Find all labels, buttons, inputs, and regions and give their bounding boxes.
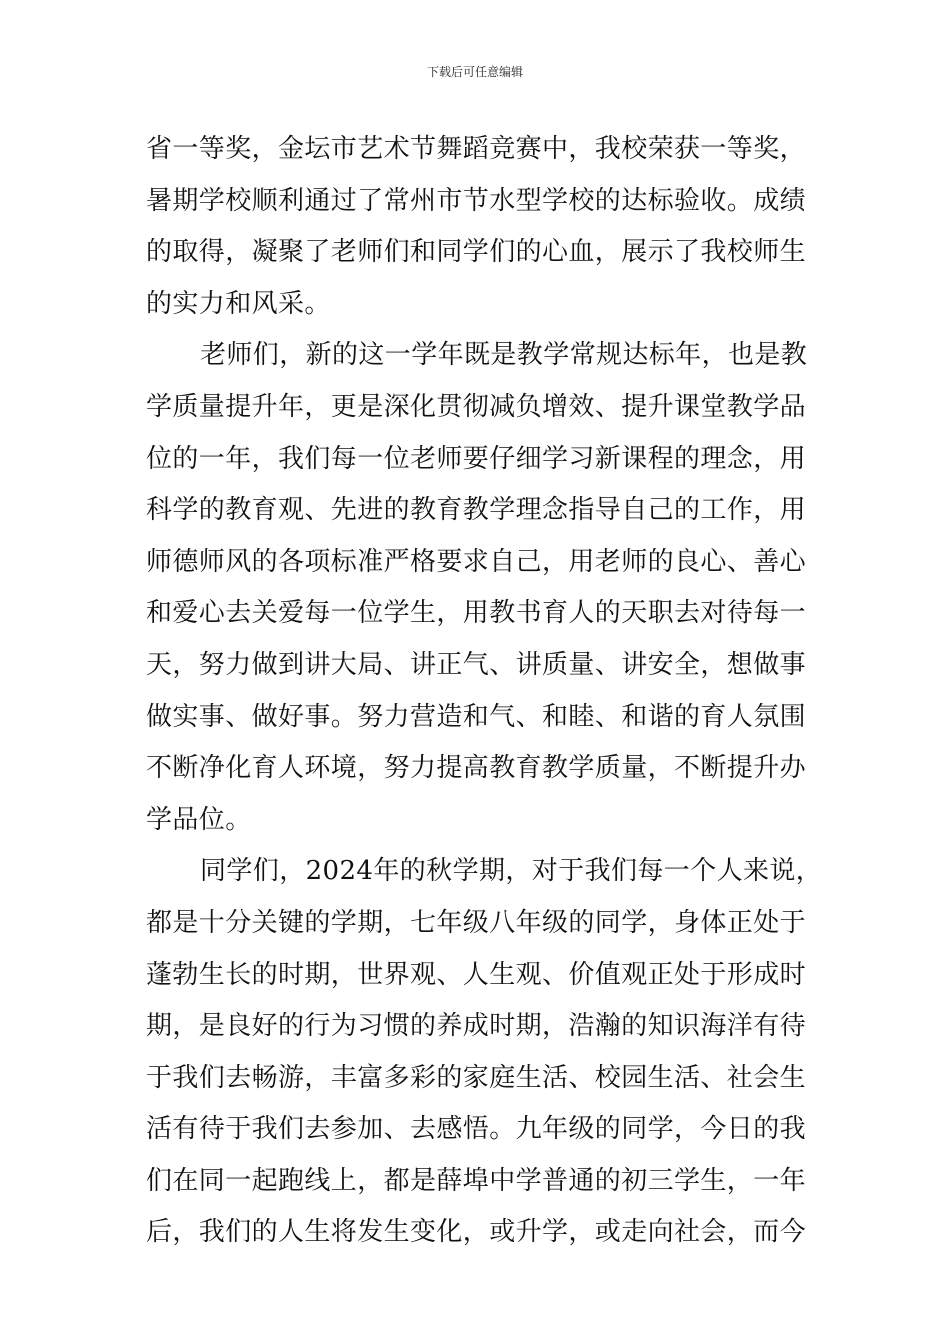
text-line: 暑期学校顺利通过了常州市节水型学校的达标验收。成绩 xyxy=(146,185,807,216)
text-line: 学质量提升年，更是深化贯彻减负增效、提升课堂教学品 xyxy=(146,391,807,422)
text-line: 和爱心去关爱每一位学生，用教书育人的天职去对待每一 xyxy=(146,598,807,629)
text-line: 天，努力做到讲大局、讲正气、讲质量、讲安全，想做事 xyxy=(146,649,807,680)
paragraph-1 xyxy=(146,124,806,330)
text-line: 位的一年，我们每一位老师要仔细学习新课程的理念，用 xyxy=(146,443,807,474)
text-line: 学品位。 xyxy=(146,804,252,835)
document-body xyxy=(146,124,823,1259)
text-line: 的实力和风采。 xyxy=(146,288,331,319)
text-line: 活有待于我们去参加、去感悟。九年级的同学，今日的我 xyxy=(146,1114,807,1145)
text-line: 科学的教育观、先进的教育教学理念指导自己的工作，用 xyxy=(146,495,807,526)
text-line: 于我们去畅游，丰富多彩的家庭生活、校园生活、社会生 xyxy=(146,1062,807,1093)
paragraph-2 xyxy=(146,330,806,846)
text-line: 们在同一起跑线上，都是薛埠中学普通的初三学生，一年 xyxy=(146,1165,807,1196)
page-header: 下载后可任意编辑 xyxy=(426,65,523,79)
paragraph-3 xyxy=(146,846,823,1259)
text-line: 的取得，凝聚了老师们和同学们的心血，展示了我校师生 xyxy=(146,237,807,268)
text-line: 后，我们的人生将发生变化，或升学，或走向社会，而今 xyxy=(146,1217,807,1248)
text-line: 省一等奖，金坛市艺术节舞蹈竞赛中，我校荣获一等奖， xyxy=(146,134,807,164)
text-line: 期，是良好的行为习惯的养成时期，浩瀚的知识海洋有待 xyxy=(146,1011,807,1042)
text-line: 蓬勃生长的时期，世界观、人生观、价值观正处于形成时 xyxy=(146,959,807,990)
text-line: 同学们，2024年的秋学期，对于我们每一个人来说， xyxy=(200,856,823,887)
text-line: 师德师风的各项标准严格要求自己，用老师的良心、善心 xyxy=(146,546,807,577)
text-line: 做实事、做好事。努力营造和气、和睦、和谐的育人氛围 xyxy=(146,701,807,732)
text-line: 不断净化育人环境，努力提高教育教学质量，不断提升办 xyxy=(146,753,807,784)
text-line: 老师们，新的这一学年既是教学常规达标年，也是教 xyxy=(200,340,808,371)
text-line: 都是十分关键的学期，七年级八年级的同学，身体正处于 xyxy=(146,907,807,938)
